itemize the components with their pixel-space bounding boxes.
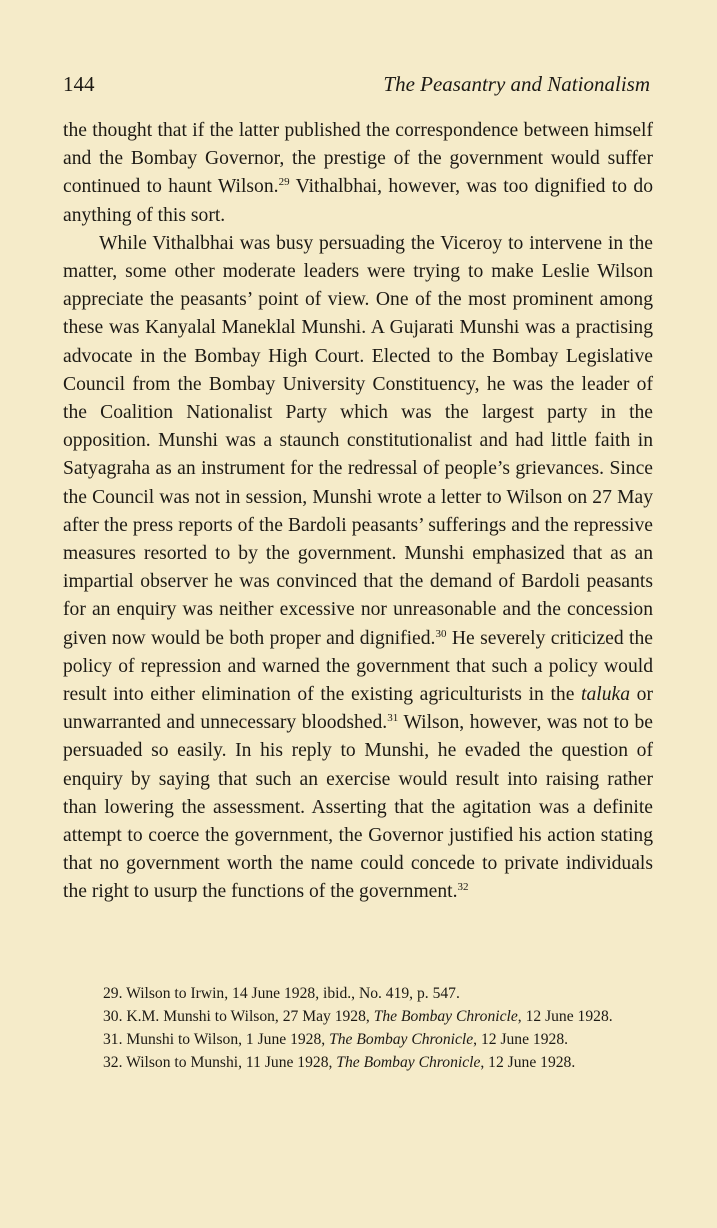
footnote-ref-31: 31 — [387, 712, 399, 725]
footnote-source-title: The Bombay Chronicle — [336, 1054, 481, 1071]
footnote-text: 30. K.M. Munshi to Wilson, 27 May 1928, — [103, 1008, 374, 1025]
italic-term: taluka — [581, 684, 631, 706]
footnote-ref-32: 32 — [457, 881, 469, 894]
paragraph — [63, 230, 653, 907]
footnote-source-title: The Bombay Chronicle — [329, 1031, 474, 1048]
text-run: Wilson, however, was not to be persuaded so easily. In his reply to Munshi, he evaded the question of enquiry by saying that such an exercise would result into raising rather than lowering the assessment. Asserting that the agitation was a definite attempt to coerce the government, the Governor justified his action stating that no government worth the name could concede to private individuals the right to usurp the functions of the government. — [63, 712, 653, 903]
footnote-text: 31. Munshi to Wilson, 1 June 1928, — [103, 1031, 330, 1048]
footnote-text: 29. Wilson to Irwin, 14 June 1928, ibid., No. 419, p. 547. — [103, 985, 460, 1002]
footnote-text: , 12 June 1928. — [480, 1054, 576, 1071]
footnote-source-title: The Bombay Chronicle — [373, 1008, 518, 1025]
text-run: or unwarranted and unnecessary bloodshed. — [63, 684, 653, 734]
text-run: Vithalbhai, however, was too dignified to do anything of this sort. — [63, 176, 653, 226]
footnote-ref-30: 30 — [435, 627, 447, 640]
footnote-32 — [63, 1052, 653, 1074]
footnote-ref-29: 29 — [278, 176, 290, 189]
paragraph — [63, 117, 653, 230]
body-text — [63, 117, 653, 907]
footnote-30 — [63, 1006, 653, 1028]
text-run: He severely criticized the policy of repression and warned the government that such a policy would result into either elimination of the existing agriculturists in the — [63, 627, 653, 706]
footnote-text: , 12 June 1928. — [517, 1008, 613, 1025]
footnote-text: , 12 June 1928. — [473, 1031, 569, 1048]
footnote-29 — [63, 983, 653, 1005]
page-header — [63, 72, 650, 97]
page-number: 144 — [63, 72, 95, 96]
footnote-text: 32. Wilson to Munshi, 11 June 1928, — [103, 1054, 337, 1071]
footnote-31 — [63, 1029, 653, 1051]
text-run: While Vithalbhai was busy persuading the Viceroy to intervene in the matter, some other moderate leaders were trying to make Leslie Wilson appreciate the peasants’ point of view. One of the most prominent among these was Kanyalal Maneklal Munshi. A Gujarati Munshi was a practising advocate in the Bombay High Court. Elected to the Bombay Legislative Council from the Bombay University Constituency, he was the leader of the Coalition Nationalist Party which was the largest party in the opposition. Munshi was a staunch constitutionalist and had little faith in Satyagraha as an instrument for the redressal of people’s grievances. Since the Council was not in session, Munshi wrote a letter to Wilson on 27 May after the press reports of the Bardoli peasants’ sufferings and the repressive measures resorted to by the government. Munshi emphasized that as an impartial observer he was convinced that the demand of Bardoli peasants for an enquiry was neither excessive nor unreasonable and the concession given now would be both proper and dignified. — [63, 232, 653, 649]
running-title: The Peasantry and Nationalism — [383, 72, 650, 96]
footnotes — [63, 983, 653, 1075]
text-run: the thought that if the latter published the correspondence between himself and the Bombay Governor, the prestige of the government would suffer continued to haunt Wilson. — [63, 120, 653, 198]
